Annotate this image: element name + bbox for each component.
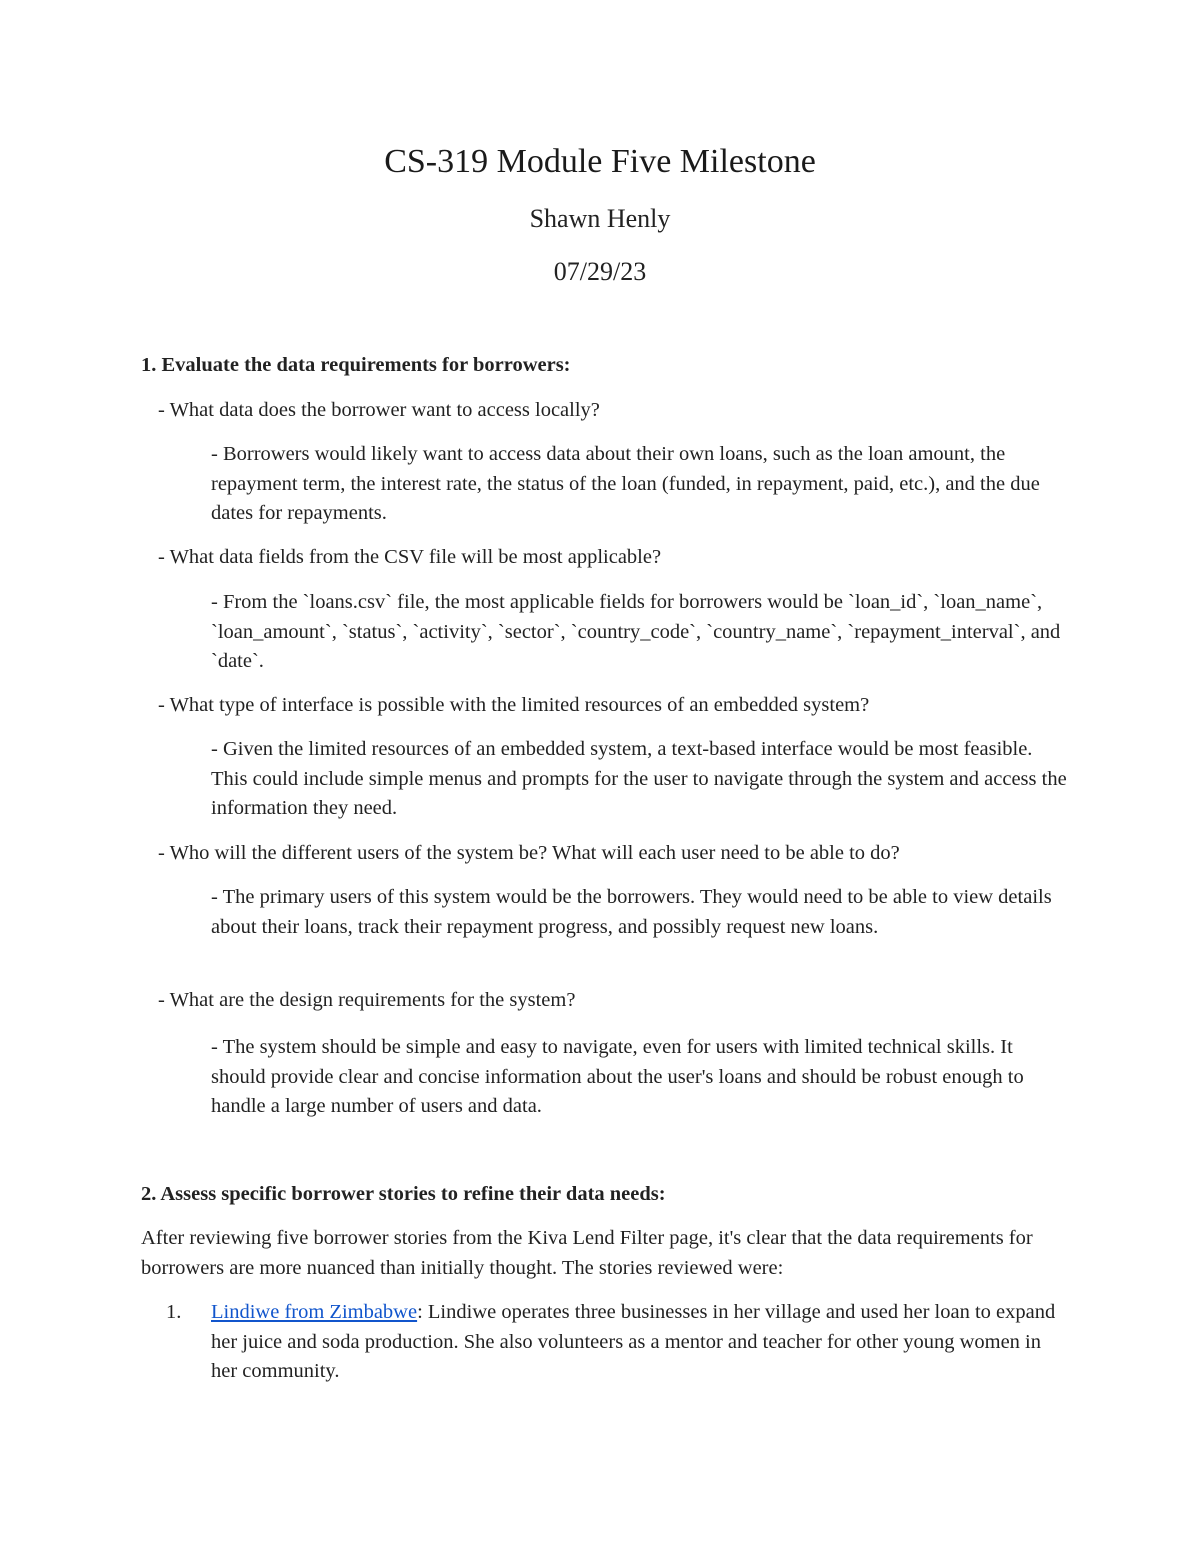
question-2: - What data fields from the CSV file will be most applicable?: [158, 546, 662, 568]
section-2-heading: 2. Assess specific borrower stories to refine their data needs:: [141, 1183, 666, 1205]
story-1-link[interactable]: Lindiwe from Zimbabwe: [211, 1301, 418, 1323]
story-1-number: 1.: [166, 1301, 182, 1323]
document-author: Shawn Henly: [529, 204, 671, 233]
answer-2: - From the `loans.csv` file, the most applicable fields for borrowers would be `loan_id`, `loan_name`, `loan_amount`, `status`, `activity`, `sector`, `country_code`, `country_name`, `repayment_interval`, and `date`.: [211, 591, 1061, 672]
section-1-heading: 1. Evaluate the data requirements for borrowers:: [141, 354, 571, 376]
answer-3: - Given the limited resources of an embedded system, a text-based interface would be most feasible. This could include simple menus and prompts for the user to navigate through the system and access the information they need.: [211, 738, 1067, 819]
document-date: 07/29/23: [553, 257, 647, 286]
question-5: - What are the design requirements for the system?: [158, 989, 576, 1011]
story-1: [211, 1298, 1071, 1387]
answer-4: - The primary users of this system would be the borrowers. They would need to be able to view details about their loans, track their repayment progress, and possibly request new loans.: [211, 886, 1052, 938]
section-2-intro: After reviewing five borrower stories from the Kiva Lend Filter page, it's clear that the data requirements for borrowers are more nuanced than initially thought. The stories reviewed were:: [141, 1227, 1033, 1279]
question-1: - What data does the borrower want to access locally?: [158, 399, 600, 421]
answer-1: - Borrowers would likely want to access data about their own loans, such as the loan amount, the repayment term, the interest rate, the status of the loan (funded, in repayment, paid, etc.), and the due dates for repayments.: [211, 443, 1040, 524]
question-3: - What type of interface is possible with the limited resources of an embedded system?: [158, 694, 870, 716]
document-title: CS-319 Module Five Milestone: [384, 143, 816, 180]
answer-5: - The system should be simple and easy to navigate, even for users with limited technical skills. It should provide clear and concise information about the user's loans and should be robust enough to handle a large number of users and data.: [211, 1036, 1024, 1117]
story-1-text: : Lindiwe operates three businesses in her village and used her loan to expand her juice and soda production. She also volunteers as a mentor and teacher for other young women in her community.: [211, 1301, 1056, 1382]
question-4: - Who will the different users of the system be? What will each user need to be able to do?: [158, 842, 900, 864]
